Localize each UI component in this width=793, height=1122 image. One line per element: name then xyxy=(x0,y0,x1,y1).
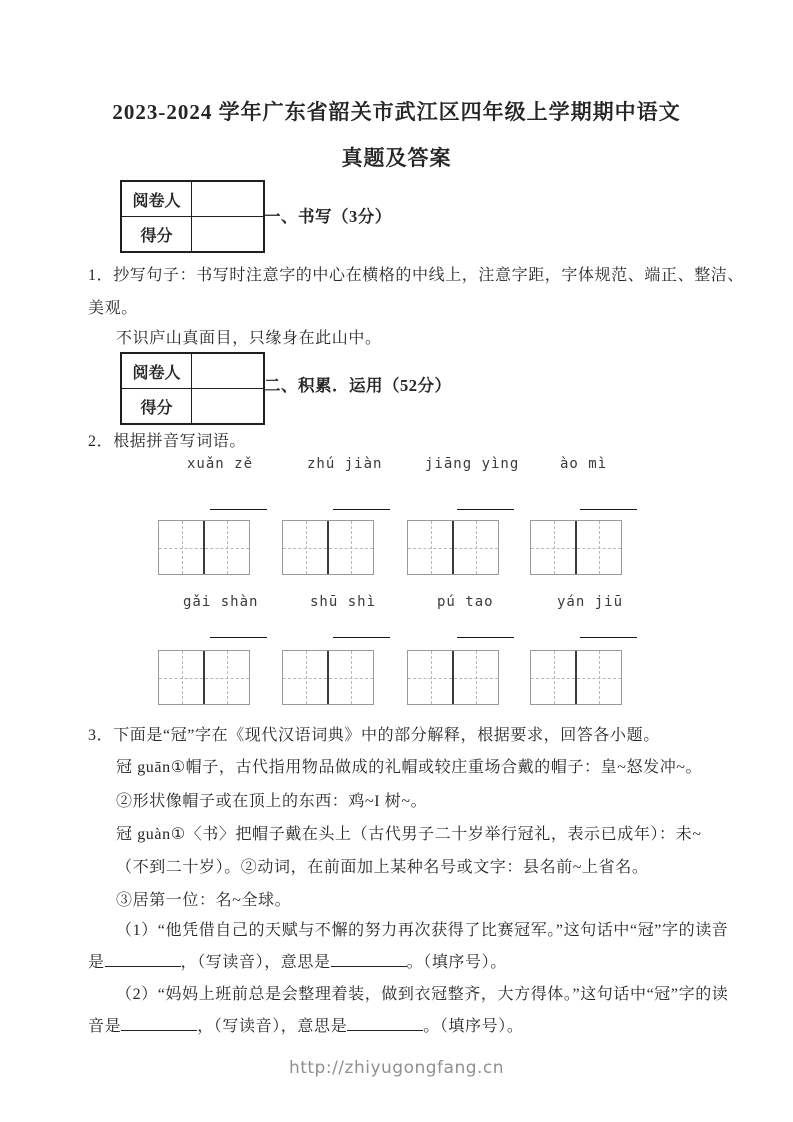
dict-entry-line: （不到二十岁）。②动词，在前面加上某种名号或文字：县名前~上省名。 xyxy=(116,859,649,876)
answer-blank xyxy=(121,1016,197,1031)
pinyin-word: yán jiū xyxy=(557,594,624,610)
reviewer-label: 阅卷人 xyxy=(122,354,192,388)
writing-grid xyxy=(282,650,374,705)
score-table-row-reviewer xyxy=(122,182,263,216)
fill-text: ，（写读音），意思是 xyxy=(180,954,331,971)
pinyin-word: pú tao xyxy=(437,594,494,610)
pinyin-answer-line xyxy=(457,509,514,510)
score-empty-cell xyxy=(192,217,263,251)
score-table-row-score xyxy=(122,388,263,423)
score-label: 得分 xyxy=(122,217,192,251)
score-empty-cell xyxy=(192,389,263,423)
section1-heading: 一、书写（3分） xyxy=(264,207,392,226)
question3-sub2-line1: （2）“妈妈上班前总是会整理着装，做到衣冠整齐，大方得体。”这句话中“冠”字的读 xyxy=(116,986,729,1003)
writing-grid xyxy=(158,650,250,705)
score-table-section1 xyxy=(120,180,265,253)
pinyin-word: shū shì xyxy=(310,594,377,610)
writing-grid xyxy=(530,650,622,705)
pinyin-answer-line xyxy=(580,509,637,510)
dict-entry-line: ②形状像帽子或在顶上的东西：鸡~I 树~。 xyxy=(116,793,428,810)
page-title-line2: 真题及答案 xyxy=(341,146,452,170)
writing-grid xyxy=(158,520,250,575)
pinyin-answer-line xyxy=(457,637,514,638)
fill-text: 。（填序号）。 xyxy=(406,954,507,971)
copy-sentence: 不识庐山真面目，只缘身在此山中。 xyxy=(116,330,382,347)
question3-sub1-line1: （1）“他凭借自己的天赋与不懈的努力再次获得了比赛冠军。”这句话中“冠”字的读音 xyxy=(116,922,729,939)
pinyin-word: zhú jiàn xyxy=(307,456,383,472)
fill-text: ，（写读音），意思是 xyxy=(197,1018,348,1035)
pinyin-word: gǎi shàn xyxy=(183,594,259,610)
pinyin-word: ào mì xyxy=(560,456,608,472)
fill-text: 。（填序号）。 xyxy=(423,1018,524,1035)
section2-heading: 二、积累．运用（52分） xyxy=(264,376,452,395)
pinyin-answer-line xyxy=(333,509,390,510)
pinyin-answer-line xyxy=(210,509,267,510)
reviewer-empty-cell xyxy=(192,182,263,216)
writing-grid xyxy=(530,520,622,575)
pinyin-answer-line xyxy=(333,637,390,638)
answer-blank xyxy=(105,952,181,967)
fill-text: 是 xyxy=(88,954,105,971)
question2-label: 2．根据拼音写词语。 xyxy=(88,433,247,450)
fill-text: 音是 xyxy=(88,1018,122,1035)
pinyin-word: jiāng yìng xyxy=(425,456,520,472)
reviewer-empty-cell xyxy=(192,354,263,388)
writing-grid xyxy=(282,520,374,575)
question3-sub1-line2 xyxy=(88,949,507,972)
dict-entry-line: ③居第一位：名~全球。 xyxy=(116,892,292,909)
pinyin-answer-line xyxy=(580,637,637,638)
pinyin-answer-line xyxy=(210,637,267,638)
dict-entry-line: 冠 guān①帽子，古代指用物品做成的礼帽或较庄重场合戴的帽子：皇~怒发冲~。 xyxy=(116,759,703,776)
score-table-row-score xyxy=(122,216,263,251)
writing-grid xyxy=(407,520,499,575)
question3-label: 3．下面是“冠”字在《现代汉语词典》中的部分解释，根据要求，回答各小题。 xyxy=(88,727,660,744)
pinyin-word: xuǎn zě xyxy=(187,456,254,472)
watermark-url: http://zhiyugongfang.cn xyxy=(288,1058,505,1078)
answer-blank xyxy=(347,1016,423,1031)
question1-text-line2: 美观。 xyxy=(88,300,138,317)
score-table-row-reviewer xyxy=(122,354,263,388)
page-title-line1: 2023-2024 学年广东省韶关市武江区四年级上学期期中语文 xyxy=(112,100,681,124)
score-label: 得分 xyxy=(122,389,192,423)
answer-blank xyxy=(331,952,407,967)
dict-entry-line: 冠 guàn①〈书〉把帽子戴在头上（古代男子二十岁举行冠礼，表示已成年）：未~ xyxy=(116,826,702,843)
question1-text-line1: 1．抄写句子：书写时注意字的中心在横格的中线上，注意字距，字体规范、端正、整洁、 xyxy=(88,267,745,284)
reviewer-label: 阅卷人 xyxy=(122,182,192,216)
question3-sub2-line2 xyxy=(88,1013,523,1036)
writing-grid xyxy=(407,650,499,705)
score-table-section2 xyxy=(120,352,265,425)
